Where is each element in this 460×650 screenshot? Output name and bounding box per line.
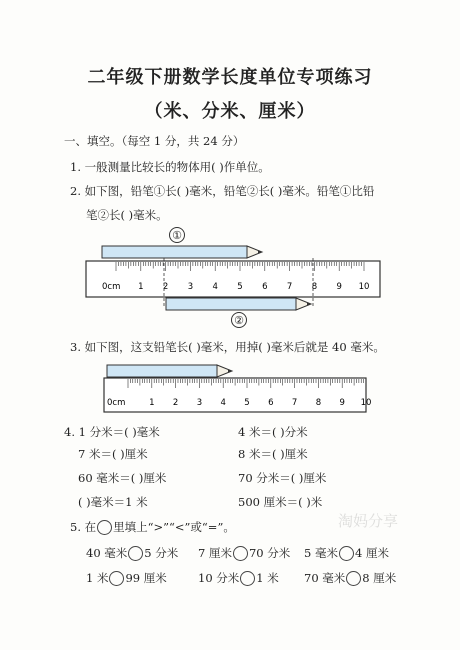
pencil-2 [166,298,311,310]
q5-instruction-end: 里填上“>”“<”或“=”。 [113,520,235,534]
question-2-line-2: 笔②长( )毫米。 [86,208,168,222]
q5-item [304,545,389,561]
section-heading: 一、填空。（每空 1 分，共 24 分） [64,134,245,148]
worksheet-title: 二年级下册数学长度单位专项练习 [87,67,373,88]
ruler-label: 5 [244,398,250,408]
q5-item [304,570,396,586]
ruler-label: 9 [339,398,345,408]
q2-ruler [86,261,380,297]
ruler-label: 8 [315,398,322,408]
q5-right-value: 5 分米 [144,546,179,560]
q4-row-2-left: 7 米＝( )厘米 [78,447,148,461]
pencil-1 [102,246,262,258]
q5-left-value: 7 厘米 [198,546,232,560]
q4-row-4-right: 500 厘米＝( )米 [238,495,323,509]
question-1: 1. 一般测量比较长的物体用( )作单位。 [70,160,270,174]
q3-ruler [104,378,371,412]
q5-right-value: 8 厘米 [362,571,397,585]
compare-circle-input[interactable] [240,571,255,586]
q3-ruler-svg [100,362,370,418]
watermark-text: 淘妈分享 [338,512,399,530]
q5-item [86,545,178,561]
q5-item [86,570,167,586]
question-2-line-1: 2. 如下图，铅笔①长( )毫米，铅笔②长( )毫米。铅笔①比铅 [70,184,375,198]
q5-right-value: 70 分米 [248,546,291,560]
q5-item [198,545,290,561]
compare-circle-input[interactable] [233,546,248,561]
q3-ruler-unit: 0cm [107,398,126,408]
pencil-1-marker: ① [169,227,185,243]
q5-item [198,570,279,586]
compare-circle-input[interactable] [109,571,124,586]
ruler-label: 3 [187,282,194,292]
ruler-label: 8 [311,282,318,292]
q5-left-value: 70 毫米 [304,571,346,585]
q5-left-value: 1 米 [86,571,109,585]
q4-row-3-right: 70 分米＝( )厘米 [238,471,327,485]
ruler-label: 4 [212,282,218,292]
ruler-label: 10 [360,398,372,408]
q5-right-value: 4 厘米 [354,546,389,560]
ruler-label: 1 [149,398,155,408]
ruler-label: 10 [358,282,370,292]
q4-row-1-left: 4. 1 分米＝( )毫米 [64,425,160,439]
ruler-label: 6 [268,398,274,408]
compare-circle-input[interactable] [346,571,361,586]
q5-left-value: 5 毫米 [304,546,338,560]
q4-row-2-right: 8 米＝( )厘米 [238,447,308,461]
q4-row-4-left: ( )毫米＝1 米 [78,495,148,509]
compare-circle-input[interactable] [339,546,354,561]
q2-figure [84,226,384,326]
ruler-label: 9 [336,282,342,292]
pencil-2-marker: ② [231,312,247,328]
question-3: 3. 如下图，这支铅笔长( )毫米，用掉( )毫米后就是 40 毫米。 [70,340,385,354]
q3-figure [100,362,370,418]
question-5-instruction [70,519,235,535]
q2-ruler-unit: 0cm [102,282,121,292]
answer-circle-icon [97,520,112,535]
q5-right-value: 99 厘米 [125,571,167,585]
q5-right-value: 1 米 [256,571,279,585]
ruler-label: 5 [237,282,243,292]
ruler-label: 6 [262,282,268,292]
q4-row-1-right: 4 米＝( )分米 [238,425,308,439]
q5-left-value: 10 分米 [198,571,240,585]
ruler-label: 4 [220,398,226,408]
q4-row-3-left: 60 毫米＝( )厘米 [78,471,167,485]
worksheet-subtitle: （米、分米、厘米） [144,101,316,122]
ruler-label: 7 [291,398,298,408]
ruler-label: 2 [172,398,179,408]
q5-left-value: 40 毫米 [86,546,128,560]
q5-instruction-start: 5. 在 [70,520,97,534]
pencil-3 [107,365,232,377]
ruler-label: 1 [138,282,144,292]
ruler-label: 7 [286,282,293,292]
compare-circle-input[interactable] [128,546,143,561]
q2-ruler-svg [84,226,384,326]
ruler-label: 2 [162,282,169,292]
ruler-label: 3 [196,398,203,408]
